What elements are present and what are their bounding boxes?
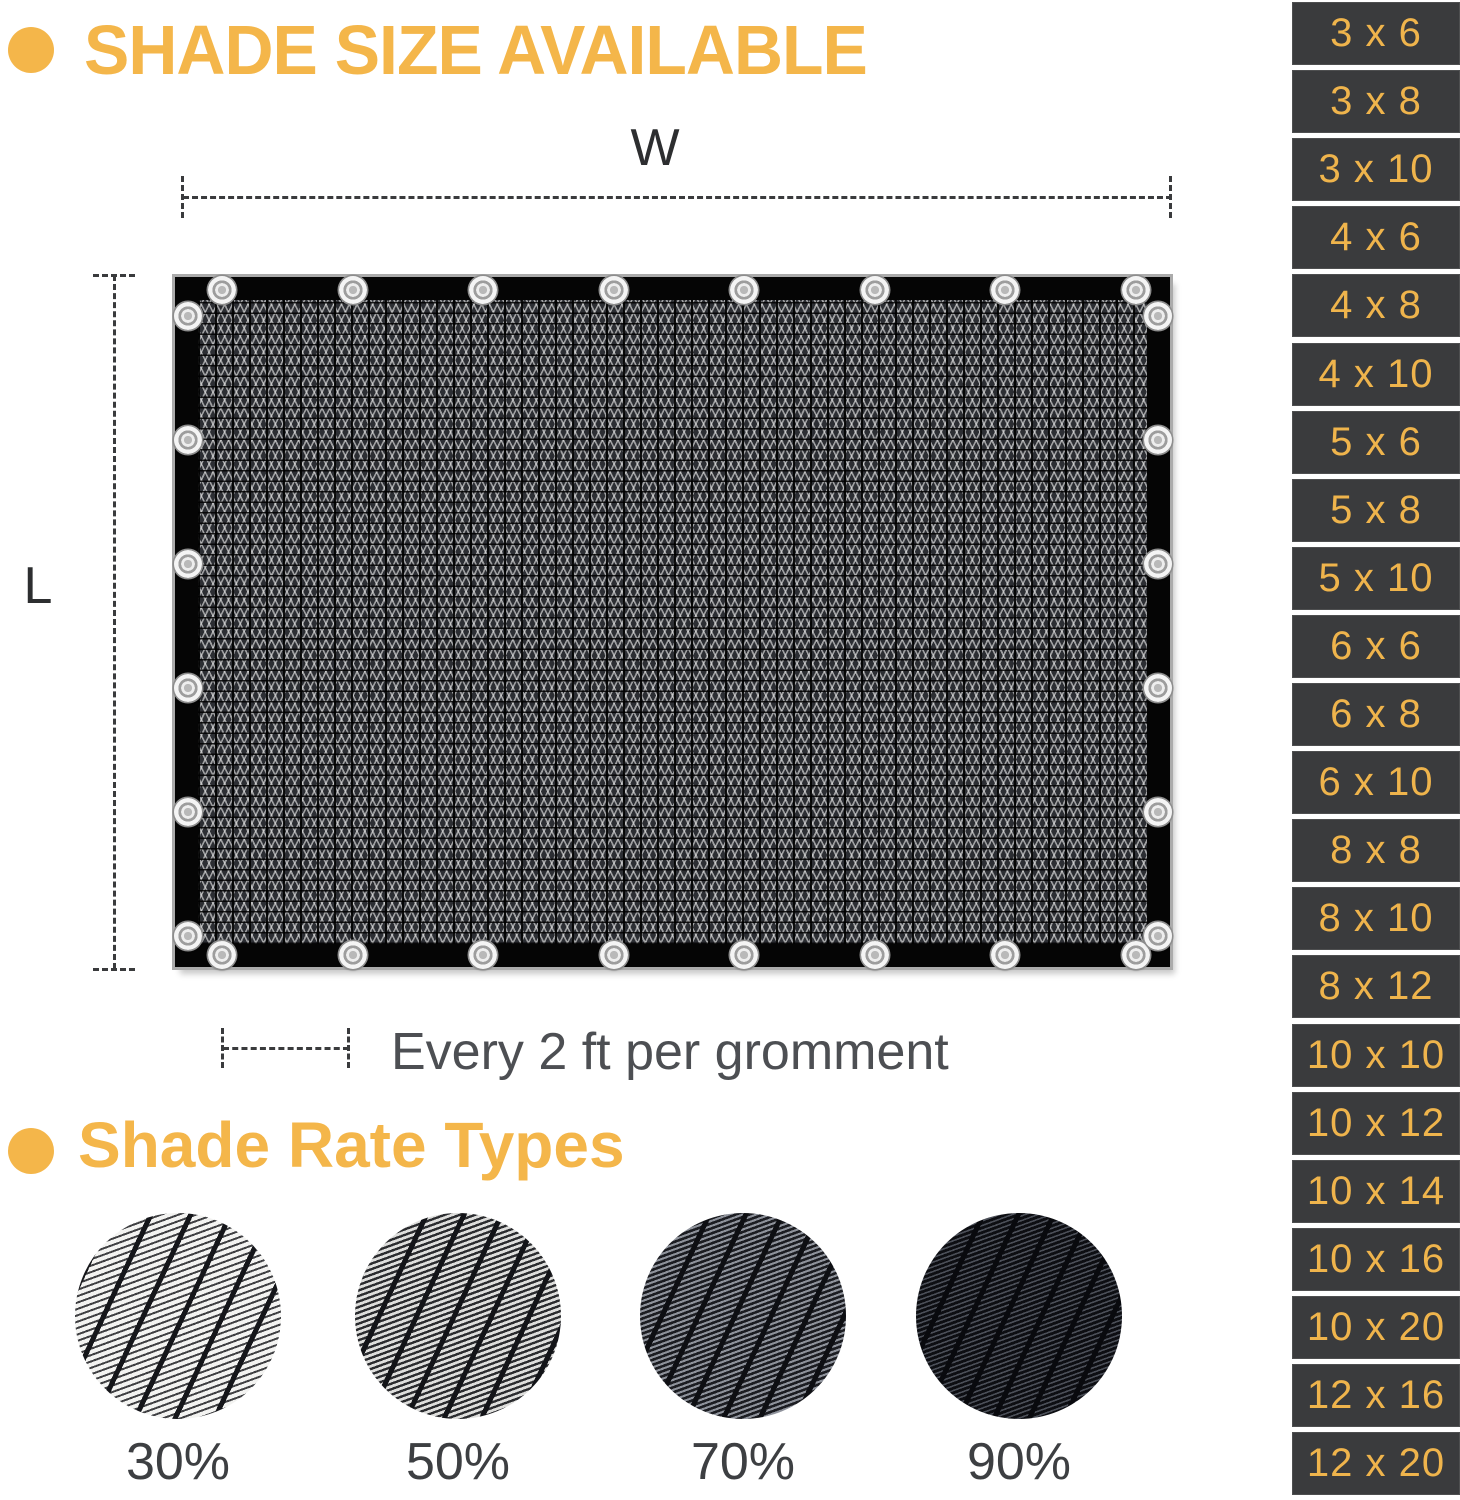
shade-swatch-label: 50% (405, 1433, 511, 1491)
size-option-10x12 (1292, 1092, 1460, 1155)
size-option-6x8 (1292, 683, 1460, 746)
section-title-shade-rate: Shade Rate Types (78, 1109, 625, 1181)
size-option-label: 10 x 10 (1306, 1032, 1446, 1077)
grommet-icon (208, 941, 236, 969)
size-option-label: 8 x 8 (1330, 828, 1422, 873)
size-option-5x6 (1292, 411, 1460, 474)
size-option-label: 6 x 8 (1330, 692, 1422, 736)
length-dimension-line (113, 275, 116, 969)
size-option-10x14 (1292, 1160, 1460, 1223)
grommet-icon (174, 302, 202, 330)
size-option-10x20 (1292, 1296, 1460, 1359)
size-option-5x8 (1292, 479, 1460, 542)
shade-swatch-label: 90% (966, 1433, 1072, 1491)
grommet-icon (1122, 276, 1150, 304)
size-option-3x6 (1292, 2, 1460, 65)
size-option-label: 3 x 10 (1318, 147, 1434, 192)
width-dimension-tick-right (1169, 176, 1172, 218)
grommet-icon (861, 276, 889, 304)
size-option-3x8 (1292, 70, 1460, 133)
grommet-icon (174, 798, 202, 826)
grommet-icon (339, 276, 367, 304)
size-option-label: 8 x 12 (1318, 964, 1434, 1009)
grommet-spacing-tick-right (347, 1028, 350, 1068)
size-option-label: 3 x 6 (1330, 11, 1422, 55)
size-option-6x10 (1292, 751, 1460, 814)
length-dimension-tick-bottom (93, 968, 135, 971)
size-option-4x6 (1292, 206, 1460, 269)
size-list (1292, 0, 1460, 1500)
grommet-spacing-tick-left (221, 1028, 224, 1068)
size-option-label: 10 x 12 (1306, 1100, 1446, 1145)
size-option-8x10 (1292, 887, 1460, 950)
shade-swatch-30 (75, 1213, 281, 1419)
size-option-label: 3 x 8 (1330, 79, 1422, 124)
grommet-icon (1144, 426, 1172, 454)
width-dimension-line (183, 196, 1172, 199)
size-option-label: 10 x 16 (1306, 1236, 1446, 1281)
shade-swatch-70 (640, 1213, 846, 1419)
shade-swatch-label: 30% (125, 1433, 231, 1491)
size-option-6x6 (1292, 615, 1460, 678)
size-option-10x16 (1292, 1228, 1460, 1291)
size-option-label: 5 x 6 (1330, 419, 1422, 464)
grommet-icon (174, 922, 202, 950)
length-dimension-tick-top (93, 274, 135, 277)
shade-net-illustration (175, 277, 1170, 967)
grommet-icon (469, 276, 497, 304)
size-option-label: 4 x 10 (1318, 351, 1434, 396)
size-option-label: 12 x 20 (1306, 1441, 1446, 1486)
page-title: SHADE SIZE AVAILABLE (84, 11, 867, 89)
grommet-icon (1144, 674, 1172, 702)
size-option-3x10 (1292, 138, 1460, 201)
grommet-icon (600, 941, 628, 969)
grommet-icon (1122, 941, 1150, 969)
size-option-label: 10 x 20 (1306, 1304, 1446, 1349)
grommet-icon (339, 941, 367, 969)
grommet-icon (174, 550, 202, 578)
grommet-icon (1144, 798, 1172, 826)
size-option-8x8 (1292, 819, 1460, 882)
size-option-label: 10 x 14 (1306, 1168, 1446, 1213)
shade-net-mesh (198, 300, 1147, 944)
size-option-4x8 (1292, 274, 1460, 337)
size-option-label: 6 x 10 (1318, 760, 1434, 805)
grommet-icon (1144, 302, 1172, 330)
size-option-5x10 (1292, 547, 1460, 610)
size-option-4x10 (1292, 343, 1460, 406)
grommet-icon (1144, 922, 1172, 950)
width-dimension-tick-left (181, 176, 184, 218)
size-option-12x20 (1292, 1432, 1460, 1495)
shade-swatch-90 (916, 1213, 1122, 1419)
size-option-label: 4 x 6 (1330, 215, 1422, 260)
grommet-spacing-note: Every 2 ft per gromment (391, 1023, 949, 1081)
grommet-icon (600, 276, 628, 304)
bullet-icon (8, 1128, 54, 1174)
length-dimension-label: L (23, 557, 53, 615)
shade-swatch-50 (355, 1213, 561, 1419)
grommet-icon (730, 941, 758, 969)
grommet-icon (1144, 550, 1172, 578)
size-option-8x12 (1292, 955, 1460, 1018)
size-option-label: 5 x 10 (1318, 555, 1434, 600)
grommet-icon (208, 276, 236, 304)
size-option-label: 4 x 8 (1330, 283, 1422, 328)
size-option-label: 6 x 6 (1330, 623, 1422, 668)
shade-swatch-label: 70% (690, 1433, 796, 1491)
size-option-12x16 (1292, 1364, 1460, 1427)
grommet-icon (469, 941, 497, 969)
width-dimension-label: W (630, 119, 680, 177)
grommet-spacing-bracket (223, 1047, 349, 1050)
grommet-icon (174, 674, 202, 702)
size-option-label: 5 x 8 (1330, 487, 1422, 532)
bullet-icon (8, 27, 54, 73)
size-option-10x10 (1292, 1024, 1460, 1087)
grommet-icon (174, 426, 202, 454)
grommet-icon (861, 941, 889, 969)
size-option-label: 12 x 16 (1306, 1373, 1446, 1417)
grommet-icon (991, 941, 1019, 969)
size-option-label: 8 x 10 (1318, 896, 1434, 941)
